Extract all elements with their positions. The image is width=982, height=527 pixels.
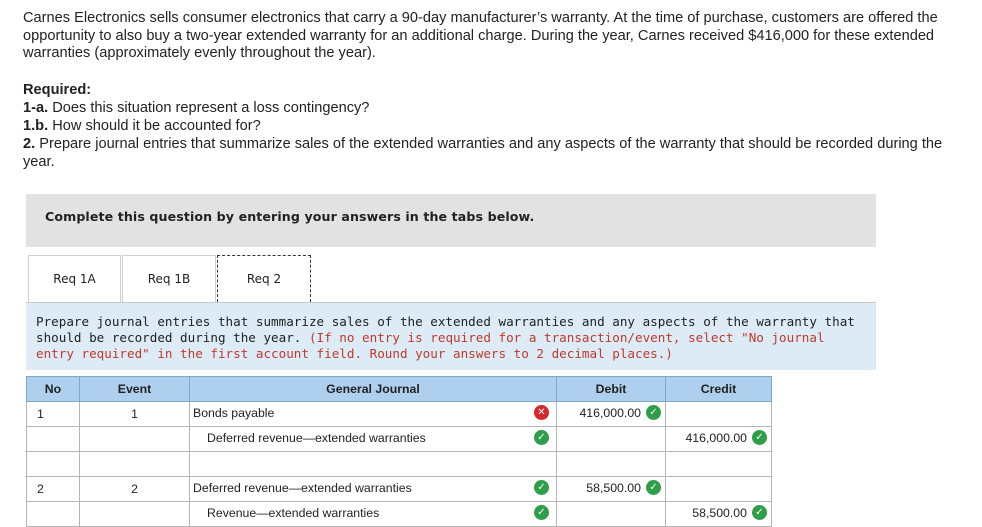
credit-field[interactable]	[666, 502, 772, 527]
check-icon: ✓	[752, 505, 767, 520]
instructions-note: (If no entry is required for a transaction/event, select "No journal entry required" in the first account field. Round your answers to 2 decimal places.)	[36, 330, 825, 361]
tab-req-1a[interactable]: Req 1A	[28, 255, 121, 302]
row-no-cell	[27, 452, 80, 477]
required-item-text: Does this situation represent a loss contingency?	[52, 100, 370, 116]
journal-header-row	[27, 377, 772, 402]
header-event: Event	[80, 377, 190, 402]
account-name: Revenue—extended warranties	[207, 506, 380, 520]
required-heading: Required:	[23, 82, 92, 98]
check-icon: ✓	[534, 480, 549, 495]
instructions-main: Prepare journal entries that summarize sales of the extended warranties and any aspects of the warranty that should be recorded during the year.	[36, 314, 855, 345]
account-field[interactable]	[190, 427, 557, 452]
row-no-cell: 2	[27, 477, 80, 502]
tabs-banner	[26, 194, 876, 247]
credit-field[interactable]	[666, 427, 772, 452]
required-item-1b	[23, 118, 963, 136]
account-field[interactable]	[190, 402, 557, 427]
check-icon: ✓	[752, 430, 767, 445]
account-name: Bonds payable	[193, 406, 275, 420]
row-event-cell	[80, 502, 190, 527]
required-item-number: 1-a.	[23, 100, 49, 116]
credit-field-value: 416,000.00	[685, 431, 747, 445]
credit-field[interactable]	[666, 477, 772, 502]
debit-field-value: 416,000.00	[579, 406, 641, 420]
journal-row	[27, 502, 772, 527]
header-general-journal: General Journal	[190, 377, 557, 402]
row-no-cell: 1	[27, 402, 80, 427]
header-credit: Credit	[666, 377, 772, 402]
debit-field[interactable]	[557, 502, 666, 527]
tab-req-2[interactable]: Req 2	[217, 255, 311, 302]
debit-field[interactable]	[557, 477, 666, 502]
check-icon: ✓	[646, 480, 661, 495]
debit-field-value: 58,500.00	[586, 481, 641, 495]
row-event-cell: 1	[80, 402, 190, 427]
required-item-1a	[23, 100, 963, 118]
instructions-text	[36, 314, 856, 362]
debit-field[interactable]	[557, 452, 666, 477]
required-item-number: 2.	[23, 136, 36, 152]
journal-row	[27, 427, 772, 452]
row-no-cell	[27, 502, 80, 527]
required-item-2	[23, 136, 963, 171]
header-debit: Debit	[557, 377, 666, 402]
tab-req-1b[interactable]: Req 1B	[122, 255, 216, 302]
row-event-cell	[80, 427, 190, 452]
debit-field[interactable]	[557, 427, 666, 452]
account-field[interactable]	[190, 502, 557, 527]
credit-field[interactable]	[666, 452, 772, 477]
account-field[interactable]	[190, 477, 557, 502]
required-item-number: 1.b.	[23, 118, 49, 134]
debit-field[interactable]	[557, 402, 666, 427]
check-icon: ✓	[534, 430, 549, 445]
journal-table	[26, 376, 772, 527]
journal-row	[27, 452, 772, 477]
instructions-panel	[26, 303, 876, 370]
account-field[interactable]	[190, 452, 557, 477]
journal-row	[27, 402, 772, 427]
account-name: Deferred revenue—extended warranties	[207, 431, 426, 445]
row-event-cell	[80, 452, 190, 477]
required-item-text: How should it be accounted for?	[52, 118, 261, 134]
check-icon: ✓	[646, 405, 661, 420]
x-icon: ✕	[534, 405, 549, 420]
check-icon: ✓	[534, 505, 549, 520]
credit-field-value: 58,500.00	[692, 506, 747, 520]
row-no-cell	[27, 427, 80, 452]
banner-text: Complete this question by entering your answers in the tabs below.	[45, 209, 535, 224]
header-no: No	[27, 377, 80, 402]
credit-field[interactable]	[666, 402, 772, 427]
row-event-cell: 2	[80, 477, 190, 502]
required-item-text: Prepare journal entries that summarize sales of the extended warranties and any aspects of the warranty that should be recorded during the year.	[23, 136, 943, 170]
journal-row	[27, 477, 772, 502]
problem-intro: Carnes Electronics sells consumer electronics that carry a 90-day manufacturer’s warranty. At the time of purchase, customers are offered the opportunity to also buy a two-year extended warranty for an additional charge. During the year, Carnes received $416,000 for these extended warranties (approximately evenly throughout the year).	[23, 10, 938, 61]
account-name: Deferred revenue—extended warranties	[193, 481, 412, 495]
